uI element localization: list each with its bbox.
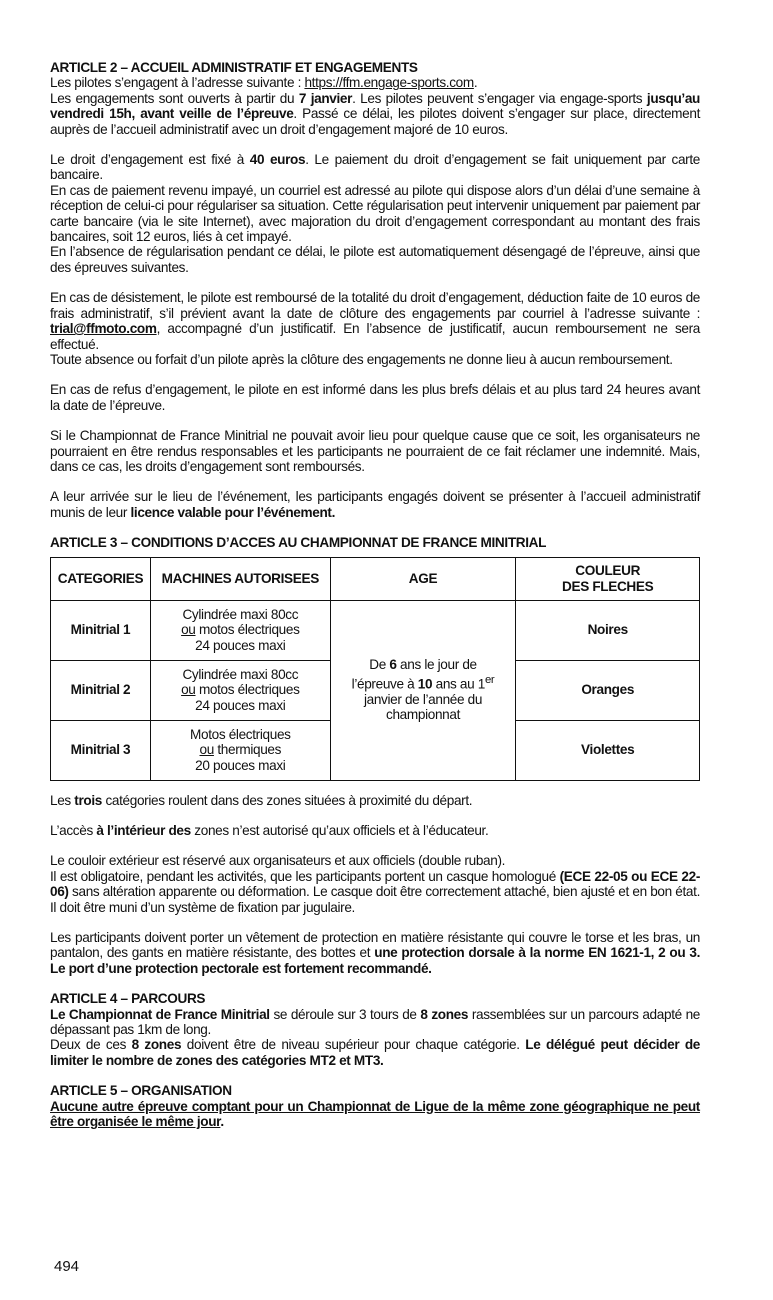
document-page: [50, 60, 700, 1129]
category-cell: Minitrial 1: [51, 600, 151, 660]
article-2-paragraph: Les pilotes s’engagent à l’adresse suivante : https://ffm.engage-sports.com.: [50, 75, 478, 91]
article-2-paragraph: Les engagements sont ouverts à partir du 7 janvier. Les pilotes peuvent s’engager via engage-sports jusqu’au vendredi 15h, avant veille de l’épreuve. Passé ce délai, les pilotes doivent s’engager sur place, directement auprès de l’accueil administratif avec un droit d’engagement majoré de 10 euros.: [50, 90, 700, 137]
article-4-paragraph: Deux de ces 8 zones doivent être de niveau supérieur pour chaque catégorie. Le délégué peut décider de limiter le nombre de zones des catégories MT2 et MT3.: [50, 1037, 701, 1068]
article-3-paragraph: Il est obligatoire, pendant les activités, que les participants portent un casque homologué (ECE 22-05 ou ECE 22-06) sans altération apparente ou déformation. Le casque doit être correctement attaché, bien ajusté et en bon état. Il doit être muni d’un système de fixation par jugulaire.: [50, 868, 700, 915]
table-header-row: [51, 557, 700, 600]
header-age: AGE: [330, 557, 516, 600]
categories-table: [50, 557, 700, 781]
article-5-title: ARTICLE 5 – ORGANISATION: [50, 1083, 232, 1099]
article-3-paragraph: Les trois catégories roulent dans des zones situées à proximité du départ.: [50, 792, 473, 808]
arrow-color-cell: Violettes: [516, 720, 700, 780]
article-2-title: ARTICLE 2 – ACCUEIL ADMINISTRATIF ET ENGAGEMENTS: [50, 60, 418, 75]
article-3-paragraph: Les participants doivent porter un vêtement de protection en matière résistante qui couvre le torse et les bras, un pantalon, des gants en matière résistante, des bottes et une protection dorsale à la norme EN 1621-1, 2 ou 3. Le port d’une protection pectorale est fortement recommandé.: [50, 930, 701, 976]
article-2-paragraph: En cas de refus d’engagement, le pilote en est informé dans les plus brefs délais et au plus tard 24 heures avant la date de l’épreuve.: [50, 382, 700, 413]
age-cell: De 6 ans le jour de l’épreuve à 10 ans au 1er janvier de l’année du championnat: [330, 600, 516, 780]
article-2-paragraph: En cas de paiement revenu impayé, un courriel est adressé au pilote qui dispose alors d’un délai d’une semaine à réception de celui-ci pour régulariser sa situation. Cette régularisation peut intervenir uniquement par paiement par carte bancaire (via le site Internet), avec majoration du droit d’engagement correspondant au montant des frais bancaires, soit 12 euros, liés à cet impayé.: [50, 182, 700, 245]
category-cell: Minitrial 2: [51, 660, 151, 720]
article-3-title: ARTICLE 3 – CONDITIONS D’ACCES AU CHAMPIONNAT DE FRANCE MINITRIAL: [50, 535, 547, 551]
machines-cell: Motos électriques ou thermiques 20 pouces maxi: [150, 720, 330, 780]
category-cell: Minitrial 3: [51, 720, 151, 780]
article-2-paragraph: Le droit d’engagement est fixé à 40 euros. Le paiement du droit d’engagement se fait uniquement par carte bancaire.: [50, 152, 700, 183]
arrow-color-cell: Oranges: [516, 660, 700, 720]
page-number: 494: [54, 1258, 80, 1275]
article-5-paragraph: Aucune autre épreuve comptant pour un Championnat de Ligue de la même zone géographique ne peut être organisée le même jour.: [50, 1098, 700, 1130]
table-row: [51, 600, 700, 660]
machines-cell: Cylindrée maxi 80cc ou motos électriques 24 pouces maxi: [150, 660, 330, 720]
article-2-paragraph: En l’absence de régularisation pendant ce délai, le pilote est automatiquement désengagé de l’épreuve, ainsi que des épreuves suivantes.: [50, 244, 700, 275]
arrow-color-cell: Noires: [516, 600, 700, 660]
header-color: COULEUR DES FLECHES: [516, 557, 700, 600]
article-2-paragraph: A leur arrivée sur le lieu de l’événement, les participants engagés doivent se présenter à l’accueil administratif munis de leur licence valable pour l’événement.: [50, 489, 700, 520]
article-3-paragraph: L’accès à l’intérieur des zones n’est autorisé qu’aux officiels et à l’éducateur.: [50, 822, 489, 838]
article-2-paragraph: En cas de désistement, le pilote est remboursé de la totalité du droit d’engagement, déduction faite de 10 euros de frais administratif, s’il prévient avant la date de clôture des engagements par courriel à l’adresse suivante : trial@ffmoto.com, accompagné d’un justificatif. En l’absence de justificatif, aucun remboursement ne sera effectué.: [50, 290, 700, 352]
machines-cell: Cylindrée maxi 80cc ou motos électriques 24 pouces maxi: [150, 600, 330, 660]
engage-sports-link[interactable]: https://ffm.engage-sports.com: [304, 75, 474, 91]
article-4-paragraph: Le Championnat de France Minitrial se déroule sur 3 tours de 8 zones rassemblées sur un parcours adapté ne dépassant pas 1km de long.: [50, 1006, 700, 1038]
article-2-paragraph: Toute absence ou forfait d’un pilote après la clôture des engagements ne donne lieu à aucun remboursement.: [50, 351, 673, 367]
article-2-paragraph: Si le Championnat de France Minitrial ne pouvait avoir lieu pour quelque cause que ce soit, les organisateurs ne pourraient en être rendus responsables et les participants ne pourraient de ce fait réclamer une indemnité. Mais, dans ce cas, les droits d’engagement sont remboursés.: [50, 428, 700, 474]
header-machines: MACHINES AUTORISEES: [150, 557, 330, 600]
article-3-paragraph: Le couloir extérieur est réservé aux organisateurs et aux officiels (double ruban).: [50, 853, 506, 869]
article-4-title: ARTICLE 4 – PARCOURS: [50, 991, 206, 1007]
header-categories: CATEGORIES: [51, 557, 151, 600]
trial-email-link[interactable]: trial@ffmoto.com: [50, 321, 157, 337]
